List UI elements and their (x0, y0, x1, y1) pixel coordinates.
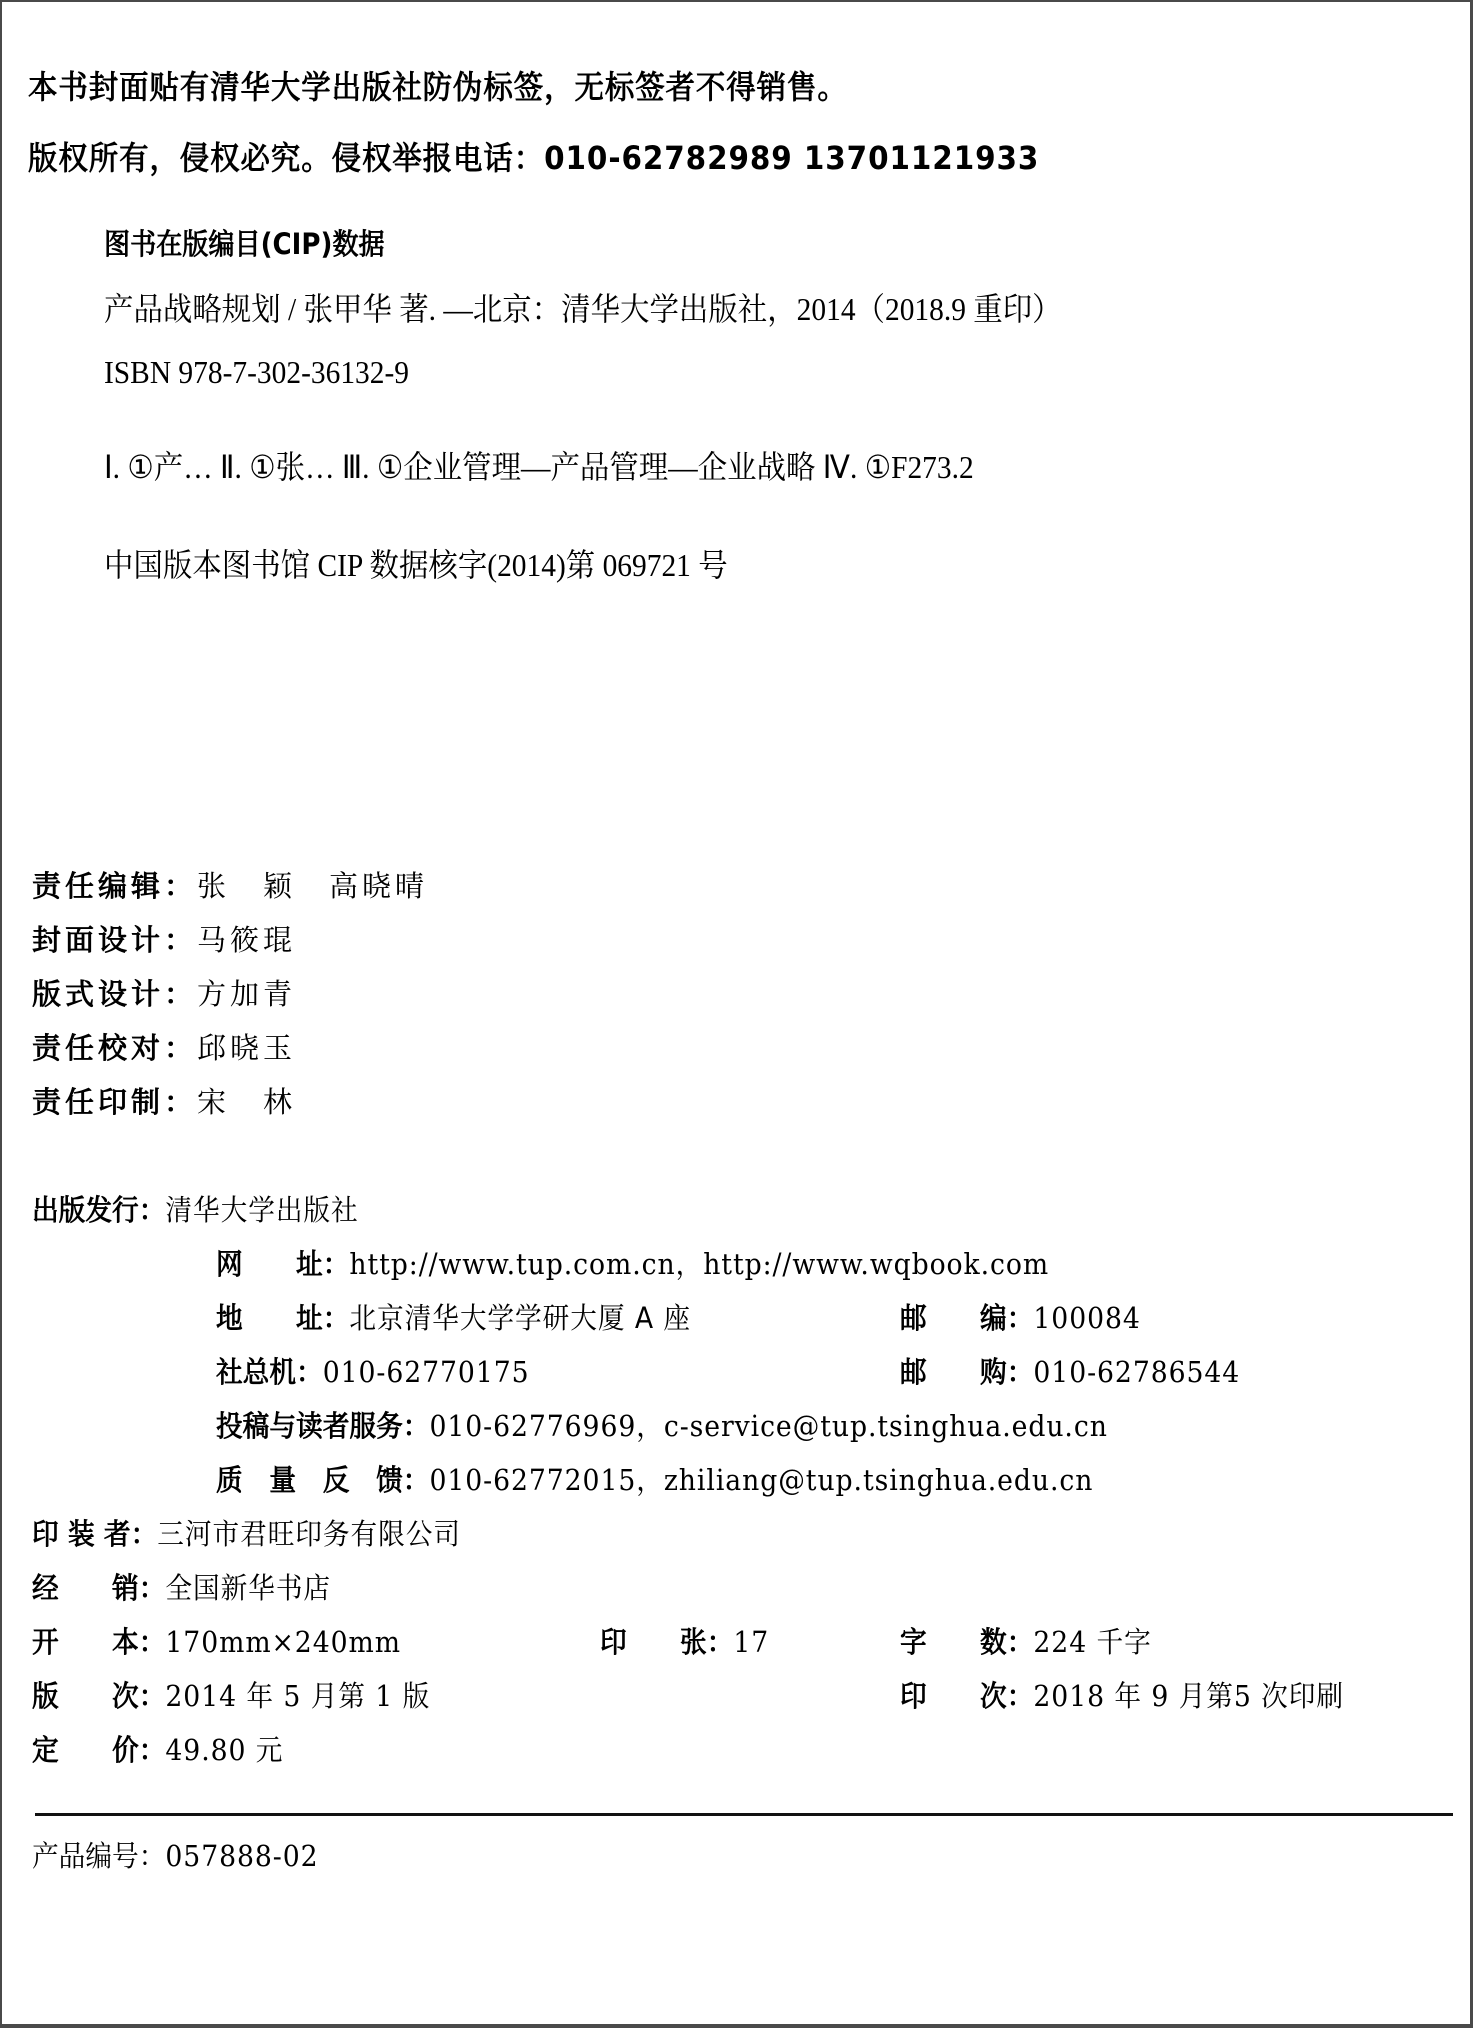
staff-label: 责任编辑： (32, 869, 198, 903)
impression-row (900, 1674, 1344, 1715)
copyright-page (2, 2, 1470, 2024)
address-label: 地 址： (216, 1301, 350, 1335)
publisher-label: 出版发行： (32, 1193, 166, 1227)
printer-value: 三河市君旺印务有限公司 (157, 1517, 461, 1551)
isbn: ISBN 978-7-302-36132-9 (104, 354, 410, 390)
distributor-label: 经 销： (32, 1571, 166, 1605)
publisher-mail-order-row (900, 1350, 1240, 1391)
website-label: 网 址： (216, 1247, 350, 1281)
publisher-postcode-row (900, 1296, 1141, 1337)
staff-row-editor (32, 864, 428, 905)
publisher-submissions-row (216, 1404, 1108, 1445)
cip-classification: Ⅰ. ①产… Ⅱ. ①张… Ⅲ. ①企业管理—产品管理—企业战略 Ⅳ. ①F273.2 (104, 449, 974, 485)
switchboard-label: 社总机： (216, 1355, 323, 1389)
publisher-row (32, 1188, 359, 1229)
postcode-value: 100084 (1033, 1301, 1141, 1335)
distributor-value: 全国新华书店 (165, 1571, 332, 1605)
staff-value: 宋 林 (197, 1085, 297, 1119)
submissions-value: 010-62776969，c-service@tup.tsinghua.edu.cn (429, 1409, 1108, 1443)
cip-approval-number: 中国版本图书馆 CIP 数据核字(2014)第 069721 号 (104, 547, 728, 583)
staff-value: 马筱琨 (197, 923, 297, 957)
address-value: 北京清华大学学研大厦 A 座 (349, 1301, 691, 1335)
publisher-name: 清华大学出版社 (165, 1193, 359, 1227)
edition-value: 2014 年 5 月第 1 版 (165, 1679, 431, 1713)
staff-label: 版式设计： (32, 977, 198, 1011)
staff-label: 责任印制： (32, 1085, 198, 1119)
staff-value: 方加青 (197, 977, 297, 1011)
impression-value: 2018 年 9 月第5 次印刷 (1033, 1679, 1344, 1713)
staff-label: 封面设计： (32, 923, 198, 957)
product-code-label: 产品编号： (32, 1839, 166, 1873)
price-row (32, 1728, 283, 1769)
staff-value: 张 颖 高晓晴 (197, 869, 429, 903)
price-label: 定 价： (32, 1733, 166, 1767)
staff-row-cover-design (32, 918, 296, 959)
feedback-value: 010-62772015，zhiliang@tup.tsinghua.edu.cn (429, 1463, 1094, 1497)
staff-row-print-supervisor (32, 1080, 296, 1121)
impression-label: 印 次： (900, 1679, 1034, 1713)
postcode-label: 邮 编： (900, 1301, 1034, 1335)
publisher-address-row (216, 1296, 691, 1337)
horizontal-divider (35, 1813, 1453, 1816)
cip-title: 图书在版编目(CIP)数据 (104, 227, 385, 261)
word-count-value: 224 千字 (1033, 1625, 1152, 1659)
mail-order-label: 邮 购： (900, 1355, 1034, 1389)
mail-order-value: 010-62786544 (1033, 1355, 1241, 1389)
format-label: 开 本： (32, 1625, 166, 1659)
price-value: 49.80 元 (165, 1733, 284, 1767)
printer-label: 印 装 者： (32, 1517, 158, 1551)
staff-row-layout-design (32, 972, 296, 1013)
edition-row (32, 1674, 430, 1715)
format-value: 170mm×240mm (165, 1625, 401, 1659)
format-row (32, 1620, 401, 1661)
printer-row (32, 1512, 461, 1553)
product-code-value: 057888-02 (165, 1839, 319, 1873)
staff-value: 邱晓玉 (197, 1031, 297, 1065)
feedback-label: 质 量 反 馈： (216, 1463, 430, 1497)
cip-bibliographic-line: 产品战略规划 / 张甲华 著. —北京：清华大学出版社，2014（2018.9 重印） (104, 291, 1062, 327)
word-count-row (900, 1620, 1152, 1661)
distributor-row (32, 1566, 331, 1607)
submissions-label: 投稿与读者服务： (216, 1409, 430, 1443)
publisher-website-row (216, 1242, 1049, 1283)
anti-counterfeit-notice: 本书封面贴有清华大学出版社防伪标签，无标签者不得销售。 (28, 68, 848, 106)
publisher-feedback-row (216, 1458, 1093, 1499)
product-code-row (32, 1834, 319, 1875)
website-value: http://www.tup.com.cn，http://www.wqbook.com (349, 1247, 1050, 1281)
word-count-label: 字 数： (900, 1625, 1034, 1659)
switchboard-value: 010-62770175 (322, 1355, 530, 1389)
publisher-switchboard-row (216, 1350, 530, 1391)
staff-label: 责任校对： (32, 1031, 198, 1065)
edition-label: 版 次： (32, 1679, 166, 1713)
staff-row-proofreader (32, 1026, 296, 1067)
copyright-notice: 版权所有，侵权必究。侵权举报电话：010-62782989 13701121933 (28, 139, 1040, 177)
sheets-value: 17 (733, 1625, 770, 1659)
sheets-row (600, 1620, 769, 1661)
sheets-label: 印 张： (600, 1625, 734, 1659)
